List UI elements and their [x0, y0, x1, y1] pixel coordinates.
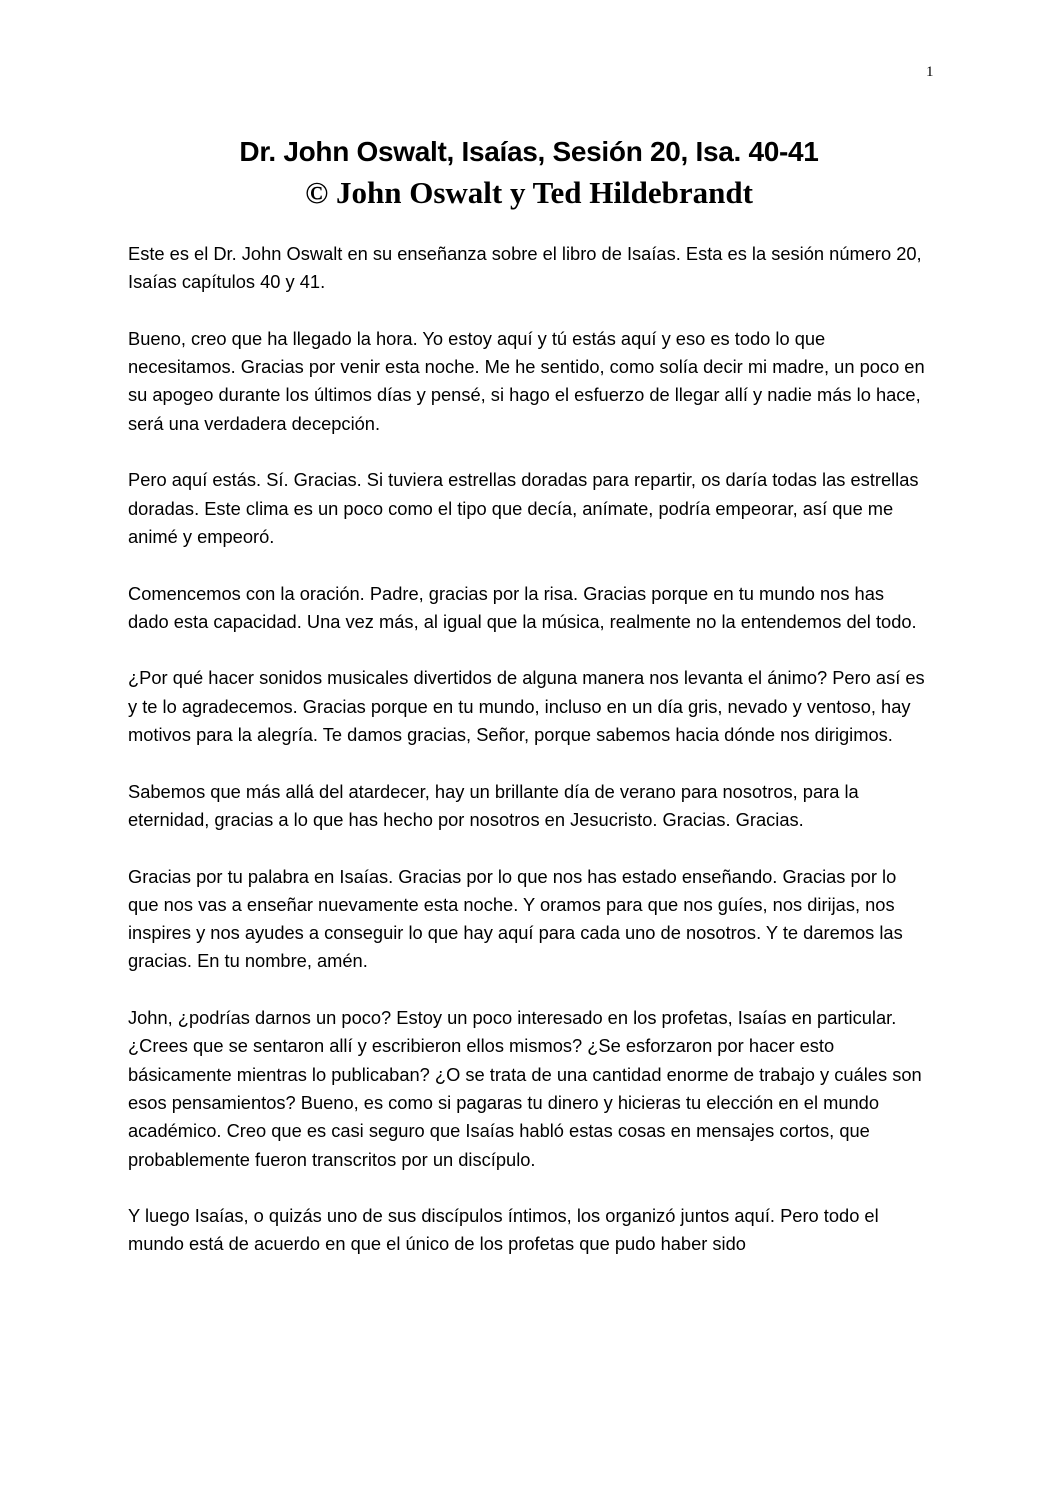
- paragraph: John, ¿podrías darnos un poco? Estoy un poco interesado en los profetas, Isaías en particular. ¿Crees que se sentaron allí y escribieron ellos mismos? ¿Se esforzaron por hacer esto básicamente mientras lo publicaban? ¿O se trata de una cantidad enorme de trabajo y cuáles son esos pensamientos? Bueno, es como si pagaras tu dinero y hicieras tu elección en el mundo académico. Creo que es casi seguro que Isaías habló estas cosas en mensajes cortos, que probablemente fueron transcritos por un discípulo.: [128, 1007, 922, 1170]
- title-line-2-copyright: © John Oswalt y Ted Hildebrandt: [305, 175, 753, 210]
- paragraph: Bueno, creo que ha llegado la hora. Yo estoy aquí y tú estás aquí y eso es todo lo que necesitamos. Gracias por venir esta noche. Me he sentido, como solía decir mi madre, un poco en su apogeo durante los últimos días y pensé, si hago el esfuerzo de llegar allí y nadie más lo hace, será una verdadera decepción.: [128, 327, 925, 434]
- paragraph: Gracias por tu palabra en Isaías. Gracias por lo que nos has estado enseñando. Gracias por lo que nos vas a enseñar nuevamente esta noche. Y oramos para que nos guíes, nos dirijas, nos inspires y nos ayudes a conseguir lo que hay aquí para cada uno de nosotros. Y te daremos las gracias. En tu nombre, amén.: [128, 865, 903, 972]
- paragraph: Comencemos con la oración. Padre, gracias por la risa. Gracias porque en tu mundo nos has dado esta capacidad. Una vez más, al igual que la música, realmente no la entendemos del todo.: [128, 582, 917, 632]
- paragraph: ¿Por qué hacer sonidos musicales divertidos de alguna manera nos levanta el ánimo? Pero así es y te lo agradecemos. Gracias porque en tu mundo, incluso en un día gris, nevado y ventoso, hay motivos para la alegría. Te damos gracias, Señor, porque sabemos hacia dónde nos dirigimos.: [128, 667, 925, 746]
- paragraph: Sabemos que más allá del atardecer, hay un brillante día de verano para nosotros, para la eternidad, gracias a lo que has hecho por nosotros en Jesucristo. Gracias. Gracias.: [128, 780, 859, 830]
- document-title: [0, 132, 1058, 214]
- document-body: [128, 240, 928, 1287]
- paragraph: Pero aquí estás. Sí. Gracias. Si tuviera estrellas doradas para repartir, os daría todas las estrellas doradas. Este clima es un poco como el tipo que decía, anímate, podría empeorar, así que me animé y empeoró.: [128, 469, 919, 547]
- paragraph: Este es el Dr. John Oswalt en su enseñanza sobre el libro de Isaías. Esta es la sesión número 20, Isaías capítulos 40 y 41.: [128, 243, 922, 293]
- page-number: 1: [926, 64, 934, 80]
- title-line-1: Dr. John Oswalt, Isaías, Sesión 20, Isa. 40-41: [239, 136, 819, 167]
- paragraph: Y luego Isaías, o quizás uno de sus discípulos íntimos, los organizó juntos aquí. Pero todo el mundo está de acuerdo en que el único de los profetas que pudo haber sido: [128, 1205, 879, 1255]
